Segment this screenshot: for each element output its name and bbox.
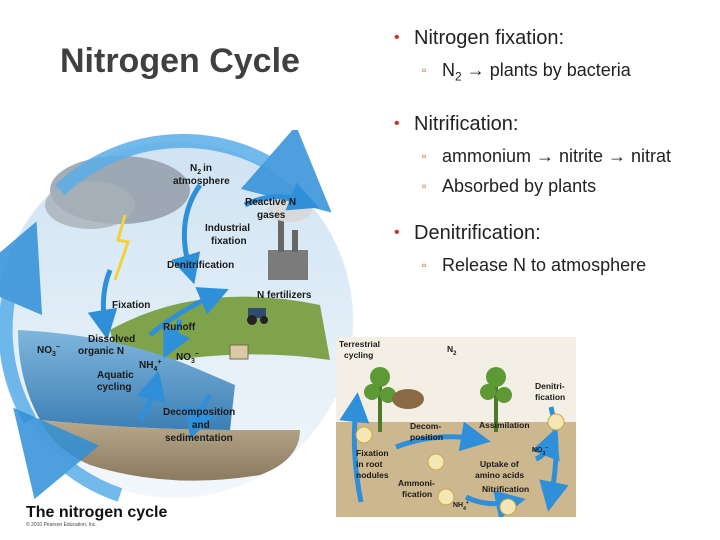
terrestrial-label: Terrestrial [339,339,380,349]
industrial-label: Industrial [205,223,251,234]
industrial-fixation-label: fixation [211,236,247,247]
inset-no3-label: $NO_3^-$ [532,445,549,457]
terrestrial-cycling-label: cycling [344,350,374,360]
atmosphere-label: atmosphere [173,176,230,187]
bullet-denitrification [394,219,720,247]
and-label: and [192,420,210,431]
bullet-dot-icon: • [394,223,400,241]
aquatic-label: Aquatic [97,370,134,381]
no3-left-label: $NO_3^-$ [37,344,60,358]
ammoni-fication-label: fication [402,489,433,499]
aquatic-cycling-label: cycling [97,382,132,393]
square-bullet-icon: ▫ [422,257,427,272]
sub-bullet-text: Absorbed by plants [442,175,597,196]
inset-in-root-label: in root [356,459,383,469]
inset-nodules-label: nodules [356,470,389,480]
n-fertilizers-label: N fertilizers [257,290,312,301]
square-bullet-icon: ▫ [422,148,427,163]
sub-bullet-text: Release N to atmosphere [442,254,647,275]
house-icon [230,345,248,359]
assimilation-label: Assimilation [479,420,530,430]
subscript: 2 [455,69,462,84]
square-bullet-icon: ▫ [422,63,427,77]
inset-nh4-label: $NH_4^+$ [453,500,469,512]
figure-caption: The nitrogen cycle [26,504,168,521]
n2-in-atmosphere-label: $N_2$ in [190,163,213,176]
bullet-nitrogen-fixation [394,24,720,52]
decomposition-label: Decomposition [163,407,236,418]
sedimentation-label: sedimentation [165,433,233,444]
copyright: © 2010 Pearson Education, Inc. [26,522,97,528]
fixation-label: Fixation [112,300,151,311]
inset-decomp-label: Decom- [410,421,442,431]
bullet-label: Nitrification: [414,112,519,135]
denitri-label: Denitri- [535,381,565,391]
denitrification-label: Denitrification [167,260,235,271]
bullet-label: Denitrification: [414,221,541,244]
square-bullet-icon: ▫ [422,178,427,193]
sub-bullet-text: N [442,60,455,80]
reactive-n-gases-label: gases [257,210,286,221]
bullet-list [394,24,720,280]
bullet-label: Nitrogen fixation: [414,27,565,49]
sub-bullet-text: ammonium → nitrite → nitrat [442,145,672,166]
sub-bullet [398,141,720,171]
sub-bullet-text: plants by bacteria [489,60,631,80]
nh4-label: $NH_4^+$ [139,359,162,373]
inset-fixation-label: Fixation [356,448,389,458]
uptake-label: Uptake of [480,459,519,469]
arrow-right-icon: → [466,60,485,80]
uptake-amino-label: amino acids [475,470,525,480]
dissolved-organic-n-label: organic N [78,346,125,357]
runoff-label: Runoff [163,322,196,333]
inset-n2-label: $N_2$ [447,344,457,357]
no3-mid-label: $NO_3^-$ [176,351,199,365]
bullet-nitrification [394,110,720,138]
inset-decomp-position-label: position [410,432,444,442]
reactive-n-label: Reactive N [245,197,297,208]
sub-bullet [398,55,720,92]
denitri-fication-label: fication [535,392,566,402]
bullet-dot-icon: • [394,114,400,132]
sub-bullet [398,250,720,280]
terrestrial-inset [336,337,576,517]
page-title: Nitrogen Cycle [60,42,300,80]
inset-nitrification-label: Nitrification [482,484,530,494]
ammoni-label: Ammoni- [398,478,435,488]
dissolved-label: Dissolved [88,334,136,345]
sub-bullet [398,171,720,201]
animal-icon [392,389,424,409]
factory-icon [268,250,308,280]
bullet-dot-icon: • [394,29,400,46]
